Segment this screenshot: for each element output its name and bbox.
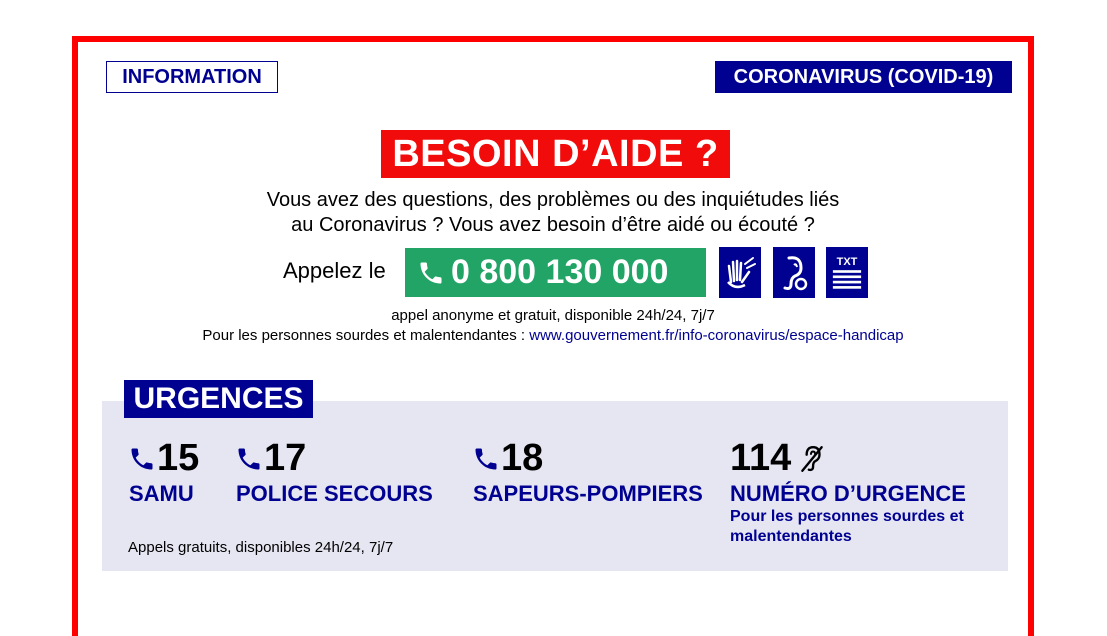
deaf-emergency-number[interactable] [730,437,826,480]
help-question-line1: Vous avez des questions, des problèmes ou des inquiétudes liés [266,189,840,211]
helpline-phone[interactable] [405,248,706,297]
free-calls-note: Appels gratuits, disponibles 24h/24, 7j/7 [128,539,394,556]
samu-label: SAMU [129,481,194,506]
pompiers-number[interactable] [472,437,543,480]
samu-number[interactable] [128,437,199,480]
police-label: POLICE SECOURS [236,481,433,506]
help-question [200,188,906,238]
deaf-emergency-label: NUMÉRO D’URGENCE [730,481,966,506]
emergency-title: URGENCES [124,380,313,418]
help-title: BESOIN D’AIDE ? [381,130,730,178]
pompiers-label: SAPEURS-POMPIERS [473,481,703,506]
police-number[interactable] [235,437,306,480]
deaf-info-prefix: Pour les personnes sourdes et malentendantes : [202,327,530,344]
helpline-number: 0 800 130 000 [451,253,669,291]
espace-handicap-link[interactable]: www.gouvernement.fr/info-coronavirus/espace-handicap [529,327,904,344]
pompiers-number-value: 18 [501,437,544,479]
phone-icon [472,445,500,473]
deaf-emergency-subtitle [730,507,1000,547]
txt-icon [826,247,868,298]
deaf-subtitle-line1: Pour les personnes sourdes et [730,508,964,525]
deaf-subtitle-line2: malentendantes [730,528,852,545]
samu-number-value: 15 [157,437,200,479]
phone-icon [128,445,156,473]
police-number-value: 17 [264,437,307,479]
txt-icon-label: TXT [836,255,858,268]
deaf-emergency-number-value: 114 [730,437,792,479]
deaf-info-note [150,327,956,344]
covid-tag: CORONAVIRUS (COVID-19) [715,61,1012,93]
information-tag: INFORMATION [106,61,278,93]
help-question-line2: au Coronavirus ? Vous avez besoin d’être aidé ou écouté ? [291,214,815,236]
sign-language-icon [719,247,761,298]
call-label: Appelez le [283,258,386,283]
hearing-aid-icon [773,247,815,298]
phone-icon [417,259,445,287]
phone-icon [235,445,263,473]
availability-note: appel anonyme et gratuit, disponible 24h/24, 7j/7 [391,307,715,324]
deaf-ear-icon [799,444,825,474]
